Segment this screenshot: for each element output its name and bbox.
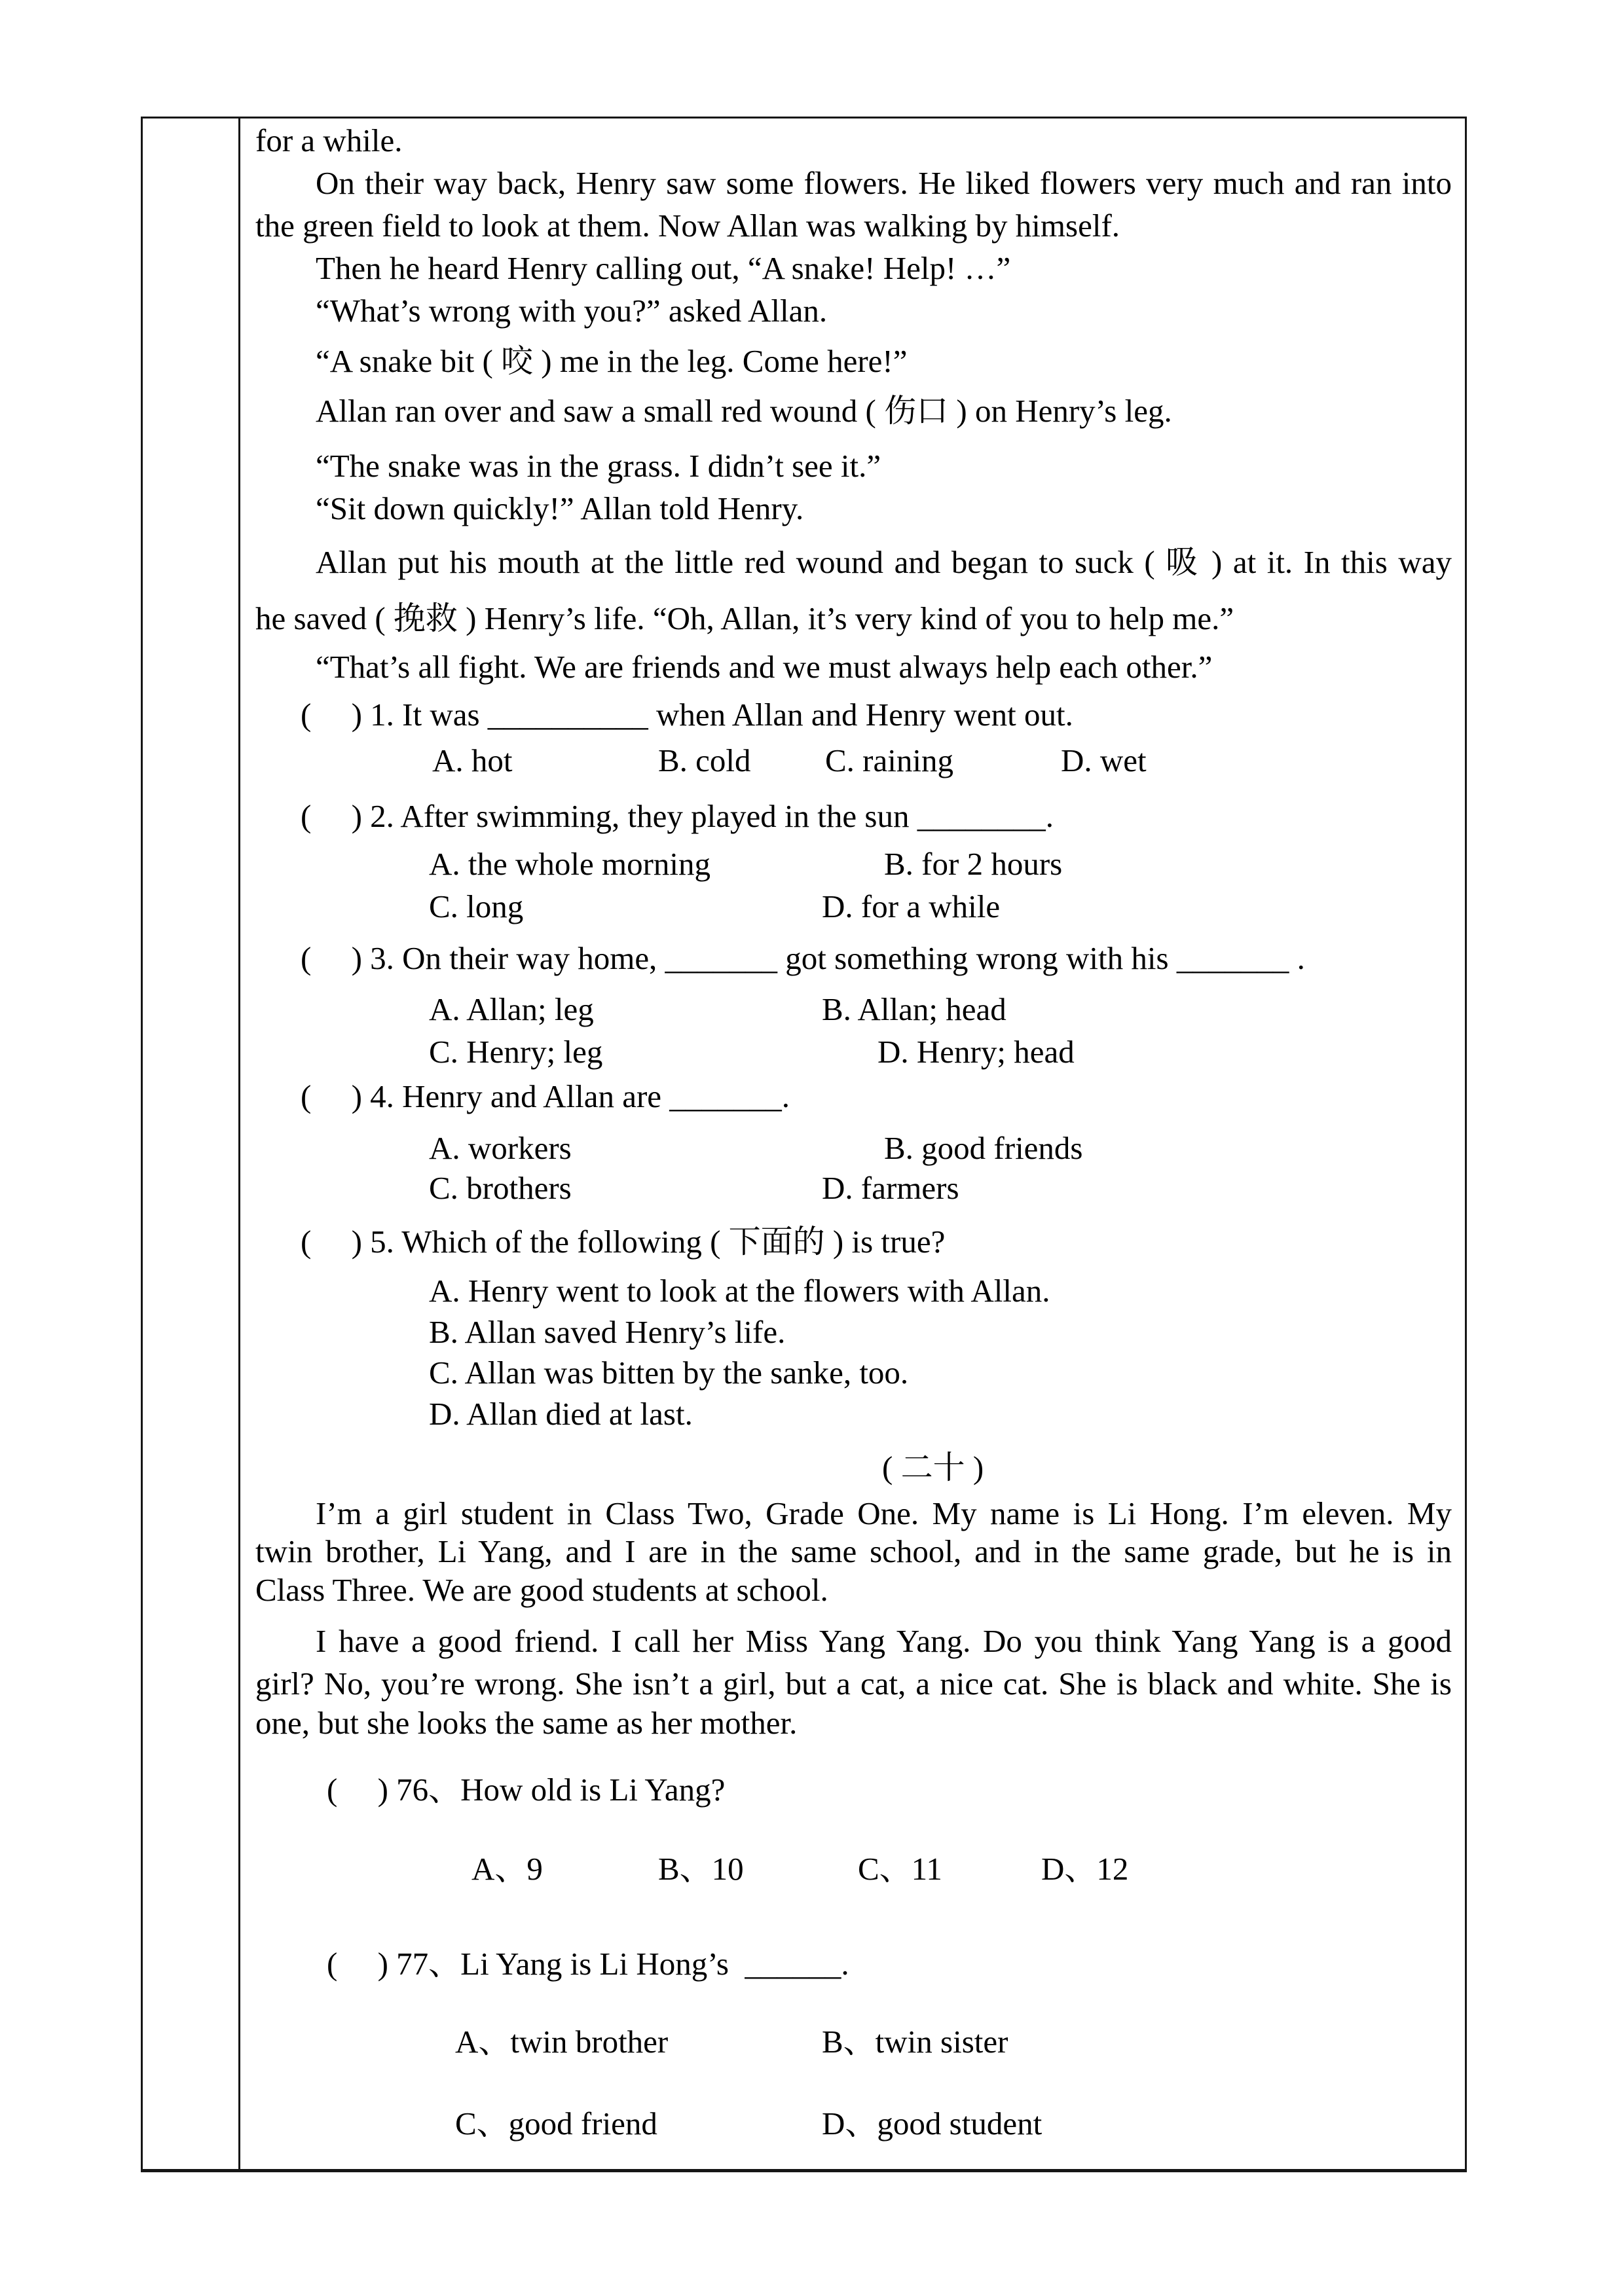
question-2-option-a: A. the whole morning <box>429 846 711 882</box>
question-77-option-b: B、twin sister <box>822 2024 1008 2060</box>
question-5-option-b: B. Allan saved Henry’s life. <box>429 1314 786 1350</box>
story1-line-11: he saved ( 挽救 ) Henry’s life. “Oh, Allan, it’s very kind of you to help me.” <box>255 600 1234 636</box>
question-5-option-d: D. Allan died at last. <box>429 1396 693 1432</box>
question-4-option-c: C. brothers <box>429 1170 572 1206</box>
story2-line-3: Class Three. We are good students at school. <box>255 1572 828 1608</box>
question-76-stem: ( ) 76、How old is Li Yang? <box>327 1772 726 1808</box>
story1-line-10: Allan put his mouth at the little red wound and began to suck ( 吸 ) at it. In this way <box>316 544 1452 580</box>
story1-line-2: On their way back, Henry saw some flowers. He liked flowers very much and ran into <box>316 165 1452 201</box>
question-3-stem: ( ) 3. On their way home, _______ got something wrong with his _______ . <box>301 940 1305 976</box>
question-4-option-b: B. good friends <box>884 1130 1083 1166</box>
story2-line-5: girl? No, you’re wrong. She isn’t a girl, but a cat, a nice cat. She is black and white. She is <box>255 1666 1452 1702</box>
question-2-option-d: D. for a while <box>822 888 1001 924</box>
question-2-option-b: B. for 2 hours <box>884 846 1063 882</box>
story1-line-5: “What’s wrong with you?” asked Allan. <box>316 293 828 329</box>
question-77-option-d: D、good student <box>822 2105 1043 2141</box>
question-76-option-d: D、12 <box>1041 1851 1129 1887</box>
story1-line-3: the green field to look at them. Now Allan was walking by himself. <box>255 208 1120 244</box>
question-5-option-c: C. Allan was bitten by the sanke, too. <box>429 1355 909 1391</box>
question-3-option-b: B. Allan; head <box>822 991 1006 1027</box>
story1-line-8: “The snake was in the grass. I didn’t see it.” <box>316 448 881 484</box>
story1-line-7: Allan ran over and saw a small red wound ( 伤口 ) on Henry’s leg. <box>316 393 1172 429</box>
question-4-stem: ( ) 4. Henry and Allan are _______. <box>301 1078 790 1114</box>
table-margin-cell <box>143 118 238 2168</box>
question-1-option-c: C. raining <box>825 742 953 778</box>
question-77-option-c: C、good friend <box>455 2105 657 2141</box>
story2-line-1: I’m a girl student in Class Two, Grade One. My name is Li Hong. I’m eleven. My <box>316 1495 1452 1531</box>
question-1-option-d: D. wet <box>1061 742 1147 778</box>
story1-line-1: for a while. <box>255 122 403 158</box>
story2-line-4: I have a good friend. I call her Miss Yang Yang. Do you think Yang Yang is a good <box>316 1623 1452 1659</box>
story1-line-4: Then he heard Henry calling out, “A snake! Help! …” <box>316 250 1011 286</box>
question-3-option-d: D. Henry; head <box>877 1034 1075 1070</box>
question-2-option-c: C. long <box>429 888 524 924</box>
question-3-option-c: C. Henry; leg <box>429 1034 603 1070</box>
story1-line-6: “A snake bit ( 咬 ) me in the leg. Come here!” <box>316 343 908 379</box>
question-77-stem: ( ) 77、Li Yang is Li Hong’s ______. <box>327 1946 849 1982</box>
question-4-option-d: D. farmers <box>822 1170 959 1206</box>
question-2-stem: ( ) 2. After swimming, they played in the sun ________. <box>301 798 1054 834</box>
question-4-option-a: A. workers <box>429 1130 572 1166</box>
question-76-option-c: C、11 <box>858 1851 942 1887</box>
question-1-stem: ( ) 1. It was __________ when Allan and Henry went out. <box>301 697 1073 733</box>
question-1-option-a: A. hot <box>432 742 513 778</box>
question-1-option-b: B. cold <box>658 742 751 778</box>
table-column-divider <box>238 117 240 2172</box>
story2-line-2: twin brother, Li Yang, and I are in the same school, and in the same grade, but he is in <box>255 1533 1452 1569</box>
story1-line-12: “That’s all fight. We are friends and we must always help each other.” <box>316 649 1213 685</box>
story1-line-9: “Sit down quickly!” Allan told Henry. <box>316 490 804 526</box>
question-77-option-a: A、twin brother <box>455 2024 669 2060</box>
question-5-stem: ( ) 5. Which of the following ( 下面的 ) is true? <box>301 1224 946 1260</box>
question-76-option-a: A、9 <box>471 1851 543 1887</box>
story2-line-6: one, but she looks the same as her mother. <box>255 1705 798 1741</box>
question-3-option-a: A. Allan; leg <box>429 991 594 1027</box>
section-heading: ( 二十 ) <box>882 1449 984 1485</box>
question-5-option-a: A. Henry went to look at the flowers with Allan. <box>429 1273 1050 1309</box>
question-76-option-b: B、10 <box>658 1851 744 1887</box>
